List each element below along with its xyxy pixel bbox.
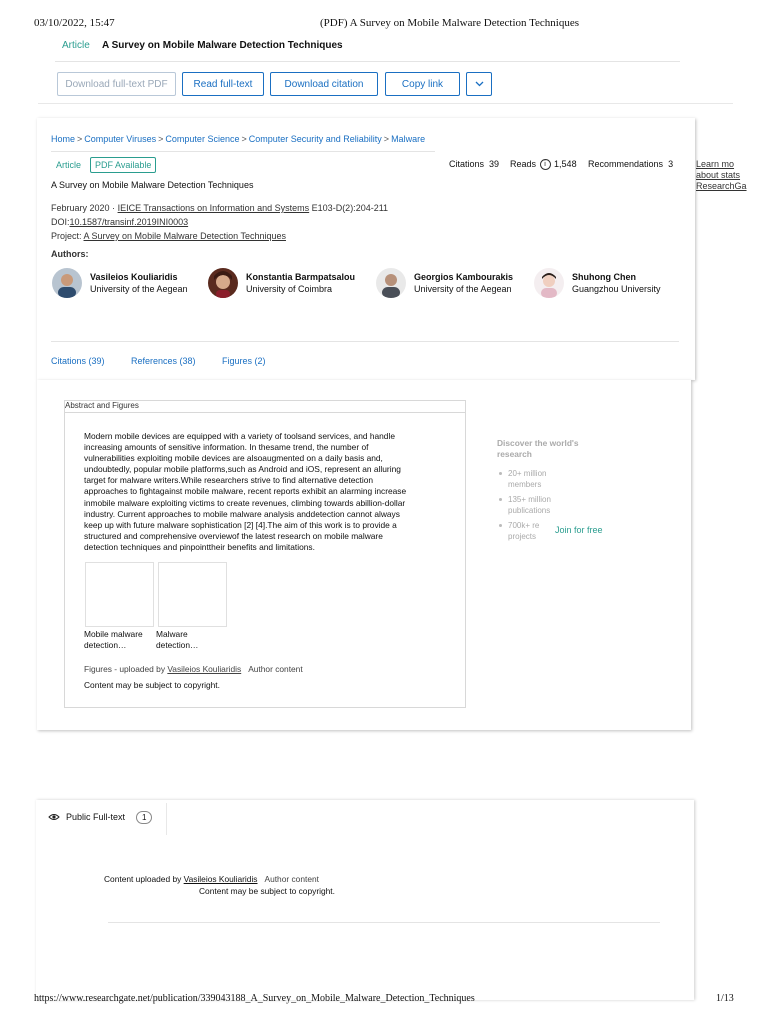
tab-references[interactable]: References (38) xyxy=(131,356,196,366)
info-icon[interactable]: i xyxy=(540,159,551,170)
avatar[interactable] xyxy=(52,268,82,298)
divider xyxy=(108,922,660,923)
reads-stat: Reads i 1,548 xyxy=(510,159,577,169)
breadcrumb: Home > Computer Viruses > Computer Science > Computer Security and Reliability > Malware xyxy=(51,134,426,144)
citations-stat: Citations 39 xyxy=(449,159,500,169)
avatar[interactable] xyxy=(208,268,238,298)
abstract-header: Abstract and Figures xyxy=(64,400,466,413)
print-url: https://www.researchgate.net/publication/339043188_A_Survey_on_Mobile_Malware_Detection_Techniques xyxy=(34,993,475,1004)
read-full-text-button[interactable]: Read full-text xyxy=(182,72,264,96)
breadcrumb-computer-science[interactable]: Computer Science xyxy=(165,134,240,144)
figure-caption[interactable]: Malware detection… xyxy=(156,629,199,650)
public-fulltext-label[interactable]: Public Full-text xyxy=(66,812,126,822)
page-title: A Survey on Mobile Malware Detection Techniques xyxy=(51,180,254,190)
discover-item: 20+ million members xyxy=(499,468,546,490)
learn-more-link[interactable]: Learn mo about stats ResearchGa xyxy=(696,159,747,191)
copyright-note: Content may be subject to copyright. xyxy=(199,886,335,896)
copy-link-button[interactable]: Copy link xyxy=(385,72,460,96)
sticky-title: A Survey on Mobile Malware Detection Techniques xyxy=(102,40,343,51)
author-name[interactable]: Georgios Kambourakis xyxy=(414,272,514,282)
project-link[interactable]: A Survey on Mobile Malware Detection Techniques xyxy=(83,231,286,241)
project: Project: A Survey on Mobile Malware Detection Techniques xyxy=(51,231,286,241)
sticky-article-type: Article xyxy=(62,40,90,51)
doi: DOI:10.1587/transinf.2019INI0003 xyxy=(51,217,189,227)
abstract-text: Modern mobile devices are equipped with a variety of toolsand services, and handle increasing amounts of sensitive information. In thesame trend, the number of vulnerabilities exploiting mobile devices are alsoaugmented on a daily basis and, undoubtedly, popular mobile platforms,such as Android and iOS, represent an alluring target for malware writers.While researchers strive to find alternative detection approaches to fightagainst mobile malware, recent reports exhibit an alarming increase inmobile malware exploiting victims to create revenues, climbing towards abillion-dollar industry. Current approaches to mobile malware analysis anddetection cannot always keep up with future malware sophistication [2] [4].The aim of this work is to provide a structured and comprehensive overviewof the latest research on mobile malware detection techniques and pinpointtheir benefits and limitations. xyxy=(84,431,407,552)
download-pdf-button[interactable]: Download full-text PDF xyxy=(57,72,176,96)
chevron-down-icon xyxy=(475,81,484,87)
discover-title: Discover the world's research xyxy=(497,438,579,459)
breadcrumb-computer-security[interactable]: Computer Security and Reliability xyxy=(248,134,382,144)
author-name[interactable]: Shuhong Chen xyxy=(572,272,636,282)
divider xyxy=(55,61,680,62)
pdf-available-badge: PDF Available xyxy=(90,157,156,173)
divider xyxy=(51,341,679,342)
copyright-note: Content may be subject to copyright. xyxy=(84,680,220,690)
breadcrumb-malware[interactable]: Malware xyxy=(391,134,426,144)
breadcrumb-home[interactable]: Home xyxy=(51,134,76,144)
avatar[interactable] xyxy=(376,268,406,298)
uploader-link[interactable]: Vasileios Kouliaridis xyxy=(183,874,258,884)
discover-item: 700k+ re projects xyxy=(499,520,539,542)
doi-link[interactable]: 10.1587/transinf.2019INI0003 xyxy=(69,217,189,227)
print-page-number: 1/13 xyxy=(716,993,734,1004)
author-institution: University of the Aegean xyxy=(414,284,512,294)
publication-info: February 2020 · IEICE Transactions on Information and Systems E103-D(2):204-211 xyxy=(51,203,389,213)
content-uploaded-by: Content uploaded by Vasileios Kouliaridis Author content xyxy=(104,874,319,884)
avatar[interactable] xyxy=(534,268,564,298)
join-for-free-link[interactable]: Join for free xyxy=(555,525,603,535)
uploader-link[interactable]: Vasileios Kouliaridis xyxy=(167,664,242,674)
more-options-button[interactable] xyxy=(466,72,492,96)
print-date: 03/10/2022, 15:47 xyxy=(34,17,115,29)
fulltext-count-badge: 1 xyxy=(136,811,152,824)
author-name[interactable]: Konstantia Barmpatsalou xyxy=(246,272,356,282)
discover-item: 135+ million publications xyxy=(499,494,551,516)
print-title: (PDF) A Survey on Mobile Malware Detection Techniques xyxy=(320,17,580,29)
tab-figures[interactable]: Figures (2) xyxy=(222,356,266,366)
eye-icon xyxy=(48,813,60,821)
author-institution: Guangzhou University xyxy=(572,284,661,294)
author-institution: University of the Aegean xyxy=(90,284,188,294)
download-citation-button[interactable]: Download citation xyxy=(270,72,378,96)
tab-citations[interactable]: Citations (39) xyxy=(51,356,105,366)
figure-caption[interactable]: Mobile malware detection… xyxy=(84,629,143,650)
figures-uploaded-by: Figures - uploaded by Vasileios Kouliaridis Author content xyxy=(84,664,303,674)
figure-thumbnail[interactable] xyxy=(85,562,154,627)
breadcrumb-computer-viruses[interactable]: Computer Viruses xyxy=(84,134,157,144)
author-name[interactable]: Vasileios Kouliaridis xyxy=(90,272,178,282)
divider xyxy=(51,151,435,152)
figure-thumbnail[interactable] xyxy=(158,562,227,627)
journal-link[interactable]: IEICE Transactions on Information and Systems xyxy=(117,203,310,213)
divider xyxy=(38,103,733,104)
author-institution: University of Coimbra xyxy=(246,284,333,294)
article-type-badge: Article xyxy=(56,160,82,170)
recommendations-stat: Recommendations 3 xyxy=(588,159,674,169)
authors-label: Authors: xyxy=(51,249,89,259)
